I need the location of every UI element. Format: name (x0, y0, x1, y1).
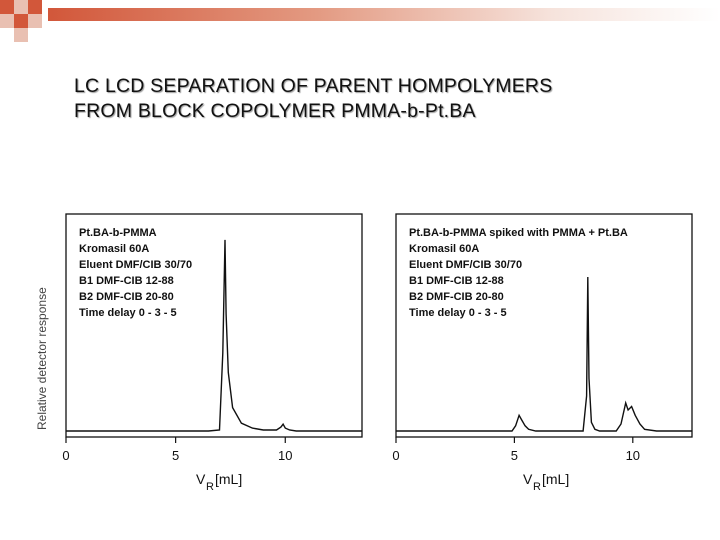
chart-left-annotation-line: Pt.BA-b-PMMA (79, 227, 157, 239)
chart-left-y-axis-label: Relative detector response (35, 287, 49, 430)
chart-right (392, 214, 692, 493)
chart-right-xlabel-main: V (523, 471, 533, 487)
chart-right-annotation (409, 227, 628, 319)
chart-left-x-ticks (62, 437, 292, 463)
chart-left-x-axis-label (196, 471, 242, 493)
chart-left-annotation-line: Kromasil 60A (79, 243, 150, 255)
chart-left-xlabel-unit: [mL] (215, 471, 243, 487)
chart-left (35, 214, 362, 493)
chart-right-annotation-line: Time delay 0 - 3 - 5 (409, 307, 507, 319)
slide-title-line-1: LC LCD SEPARATION OF PARENT HOMPOLYMERS (74, 75, 553, 97)
chart-left-xlabel-sub: R (206, 481, 214, 493)
chart-right-annotation-line: Kromasil 60A (409, 243, 480, 255)
chart-left-xlabel-main: V (196, 471, 206, 487)
chart-right-annotation-line: Pt.BA-b-PMMA spiked with PMMA + Pt.BA (409, 227, 628, 239)
x-tick-label: 0 (62, 448, 70, 463)
chart-right-annotation-line: Eluent DMF/CIB 30/70 (409, 259, 523, 271)
x-tick-label: 0 (392, 448, 400, 463)
chart-left-annotation (79, 227, 192, 319)
x-tick-label: 5 (510, 448, 519, 463)
chart-right-xlabel-sub: R (533, 481, 541, 493)
chart-right-annotation-line: B2 DMF-CIB 20-80 (409, 291, 504, 303)
chart-left-annotation-line: Eluent DMF/CIB 30/70 (79, 259, 193, 271)
x-tick-label: 10 (278, 448, 293, 463)
chart-left-annotation-line: B1 DMF-CIB 12-88 (79, 275, 174, 287)
chart-left-annotation-line: B2 DMF-CIB 20-80 (79, 291, 174, 303)
slide-title-line-2: FROM BLOCK COPOLYMER PMMA-b-Pt.BA (74, 100, 476, 122)
chart-right-xlabel-unit: [mL] (542, 471, 570, 487)
chart-right-x-ticks (392, 437, 640, 463)
chart-left-annotation-line: Time delay 0 - 3 - 5 (79, 307, 177, 319)
chart-right-annotation-line: B1 DMF-CIB 12-88 (409, 275, 504, 287)
chart-right-x-axis-label (523, 471, 569, 493)
x-tick-label: 10 (625, 448, 641, 463)
x-tick-label: 5 (172, 448, 180, 463)
